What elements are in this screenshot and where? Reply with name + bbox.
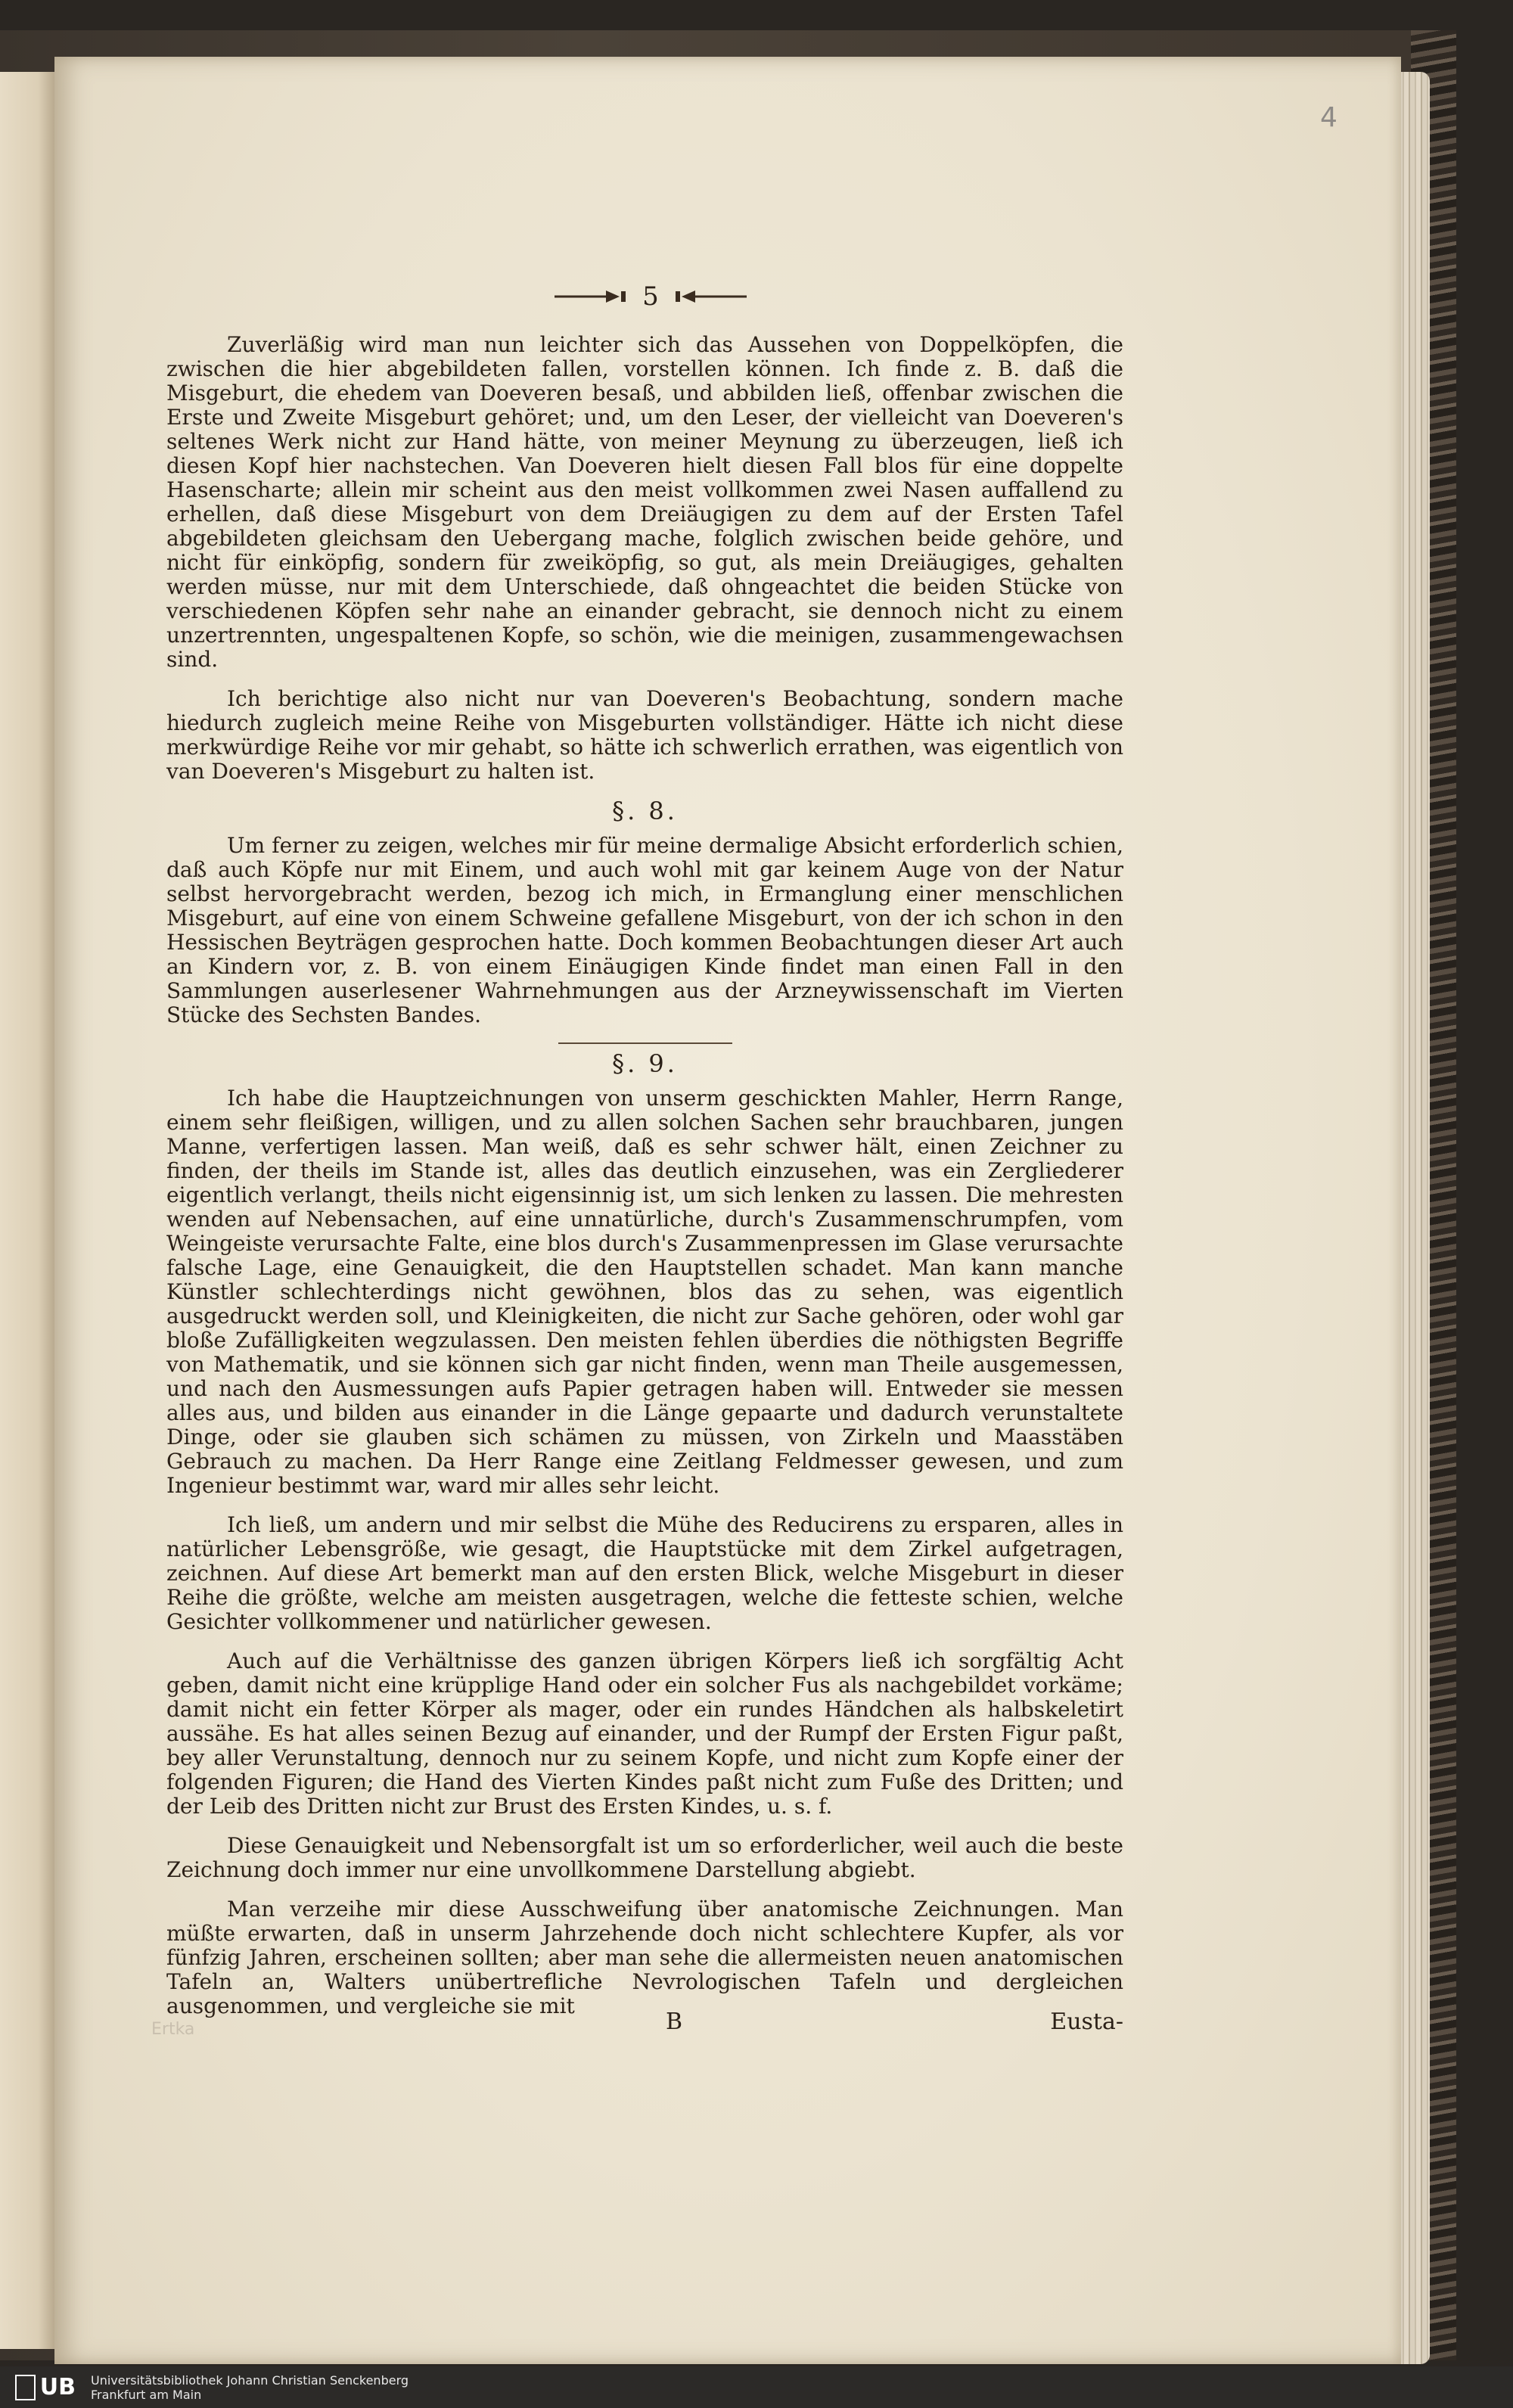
faint-stamp: Ertka <box>151 2020 195 2039</box>
library-name-line1: Universitätsbibliothek Johann Christian Senckenberg <box>91 2372 409 2388</box>
pencil-folio-mark: 4 <box>1320 102 1337 133</box>
paragraph-section-9-4: Diese Genauigkeit und Nebensorgfalt ist um so erforderlicher, weil auch die beste Zeichnung doch immer nur eine unvollkommene Darstellung abgiebt. <box>166 1833 1123 1882</box>
library-footer-bar <box>0 2366 1513 2408</box>
page-footer <box>166 2009 1123 2039</box>
catchword: Eusta- <box>1050 2009 1123 2035</box>
page-header <box>530 281 772 312</box>
paragraph-section-9-1: Ich habe die Hauptzeichnungen von unserm geschickten Mahler, Herrn Range, einem sehr fleißigen, willigen, und zu allen solchen Sachen sehr brauchbaren, jungen Manne, verfertigen lassen. Man weiß, daß es sehr schwer hält, einen Zeichner zu finden, der theils im Stande ist, alles das deutlich einzusehen, was ein Zergliederer eigentlich verlangt, theils nicht eigensinnig ist, um sich lenken zu lassen. Die mehresten wenden auf Nebensachen, auf eine unnatürliche, durch's Zusammenschrumpfen, vom Weingeiste verursachte Falte, eine blos durch's Zusammenpressen im Glase verursachte falsche Lage, eine Genauigkeit, die den Hauptstellen schadet. Man kann manche Künstler schlechterdings nicht gewöhnen, blos das zu sehen, was eigentlich ausgedruckt werden soll, und Kleinigkeiten, die nicht zur Sache gehören, oder wohl gar bloße Zufälligkeiten wegzulassen. Den meisten fehlen überdies die nöthigsten Begriffe von Mathematik, und sie können sich gar nicht finden, wenn man Theile ausgemessen, und nach den Ausmessungen aufs Papier getragen haben will. Entweder sie messen alles aus, und bilden aus einander in die Länge gepaarte und dadurch verunstaltete Dinge, oder sie glauben sich schämen zu müssen, von Zirkeln und Maasstäben Gebrauch zu machen. Da Herr Range eine Zeitlang Feldmesser gewesen, und zum Ingenieur bestimmt war, ward mir alles sehr leicht. <box>166 1086 1123 1498</box>
library-name <box>91 2373 409 2402</box>
left-ornament-icon <box>553 287 629 306</box>
body-text <box>166 333 1123 2034</box>
paragraph-van-doeveren: Ich berichtige also nicht nur van Doeveren's Beobachtung, sondern mache hiedurch zugleich meine Reihe von Misgeburten vollständiger. Hätte ich nicht diese merkwürdige Reihe vor mir gehabt, so hätte ich schwerlich errathen, was eigentlich von van Doeveren's Misgeburt zu halten ist. <box>166 686 1123 784</box>
ub-logo-icon[interactable]: UB <box>15 2372 76 2403</box>
left-page-edge <box>0 72 54 2349</box>
paragraph-section-9-5: Man verzeihe mir diese Ausschweifung über anatomische Zeichnungen. Man müßte erwarten, daß in unserm Jahrzehende doch nicht schlechtere Kupfer, als vor fünfzig Jahren, erscheinen sollten; aber man sehe die allermeisten neuen anatomischen Tafeln an, Walters unübertrefliche Nevrologischen Tafeln und dergleichen ausgenommen, und vergleiche sie mit <box>166 1897 1123 2018</box>
paragraph-doppelkoepfe: Zuverläßig wird man nun leichter sich das Aussehen von Doppelköpfen, die zwischen die hier abgebildeten fallen, vorstellen können. Ich finde z. B. daß die Misgeburt, die ehedem van Doeveren besaß, und abbilden ließ, offenbar zwischen die Erste und Zweite Misgeburt gehöret; und, um den Leser, der vielleicht van Doeveren's seltenes Werk nicht zur Hand hätte, von meiner Meynung zu überzeugen, ließ ich diesen Kopf hier nachstechen. Van Doeveren hielt diesen Fall blos für eine doppelte Hasenscharte; allein mir scheint aus den meist vollkommen zwei Nasen auffallend zu erhellen, daß diese Misgeburt von dem Dreiäugigen zu dem auf der Ersten Tafel abgebildeten gleichsam den Uebergang mache, folglich zwischen beide gehöre, und nicht für einköpfig, sondern für zweiköpfig, so gut, als mein Dreiäugiges, gehalten werden müsse, nur mit dem Unterschiede, daß ohngeachtet die beiden Stücke von verschiedenen Köpfen sehr nahe an einander gebracht, sie dennoch nicht zu einem unzertrennten, ungespaltenen Kopfe, so schön, wie die meinigen, zusammengewachsen sind. <box>166 332 1123 672</box>
paragraph-section-8: Um ferner zu zeigen, welches mir für meine dermalige Absicht erforderlich schien, daß auch Köpfe nur mit Einem, und auch wohl mit gar keinem Auge von der Natur selbst hervorgebracht werden, bezog ich mich, in Ermanglung einer menschlichen Misgeburt, auf eine von einem Schweine gefallene Misgeburt, von der ich schon in den Hessischen Beyträgen gesprochen hatte. Doch kommen Beobachtungen dieser Art auch an Kindern vor, z. B. von einem Einäugigen Kinde findet man einen Fall in den Sammlungen auserlesener Wahrnehmungen aus der Arzneywissenschaft im Vierten Stücke des Sechsten Bandes. <box>166 833 1123 1027</box>
page-number: 5 <box>642 281 659 312</box>
section-8-heading: §. 8. <box>612 797 678 825</box>
section-divider <box>558 1042 732 1044</box>
paragraph-section-9-3: Auch auf die Verhältnisse des ganzen übrigen Körpers ließ ich sorgfältig Acht geben, damit nicht eine krüpplige Hand oder ein solcher Fus als nachgebildet vorkäme; damit nicht ein fetter Körper als mager, oder ein rundes Händchen als halbskeletirt aussähe. Es hat alles seinen Bezug auf einander, und der Rumpf der Ersten Figur paßt, bey aller Verunstaltung, dennoch nur zu seinem Kopfe, und nicht zum Kopfe einer der folgenden Figuren; die Hand des Vierten Kindes paßt nicht zum Fuße des Dritten; und der Leib des Dritten nicht zur Brust des Ersten Kindes, u. s. f. <box>166 1648 1123 1819</box>
right-ornament-icon <box>673 287 748 306</box>
signature-mark: B <box>666 2009 683 2035</box>
paragraph-section-9-2: Ich ließ, um andern und mir selbst die Mühe des Reducirens zu ersparen, alles in natürlicher Lebensgröße, wie gesagt, die Hauptstücke mit dem Zirkel aufgetragen, zeichnen. Auf diese Art bemerkt man auf den ersten Blick, welche Misgeburt in dieser Reihe die größte, welche am meisten ausgetragen, welche die fetteste schien, welche Gesichter vollkommener und natürlicher gewesen. <box>166 1512 1123 1634</box>
section-9-heading: §. 9. <box>612 1049 678 1078</box>
library-name-line2: Frankfurt am Main <box>91 2387 202 2402</box>
